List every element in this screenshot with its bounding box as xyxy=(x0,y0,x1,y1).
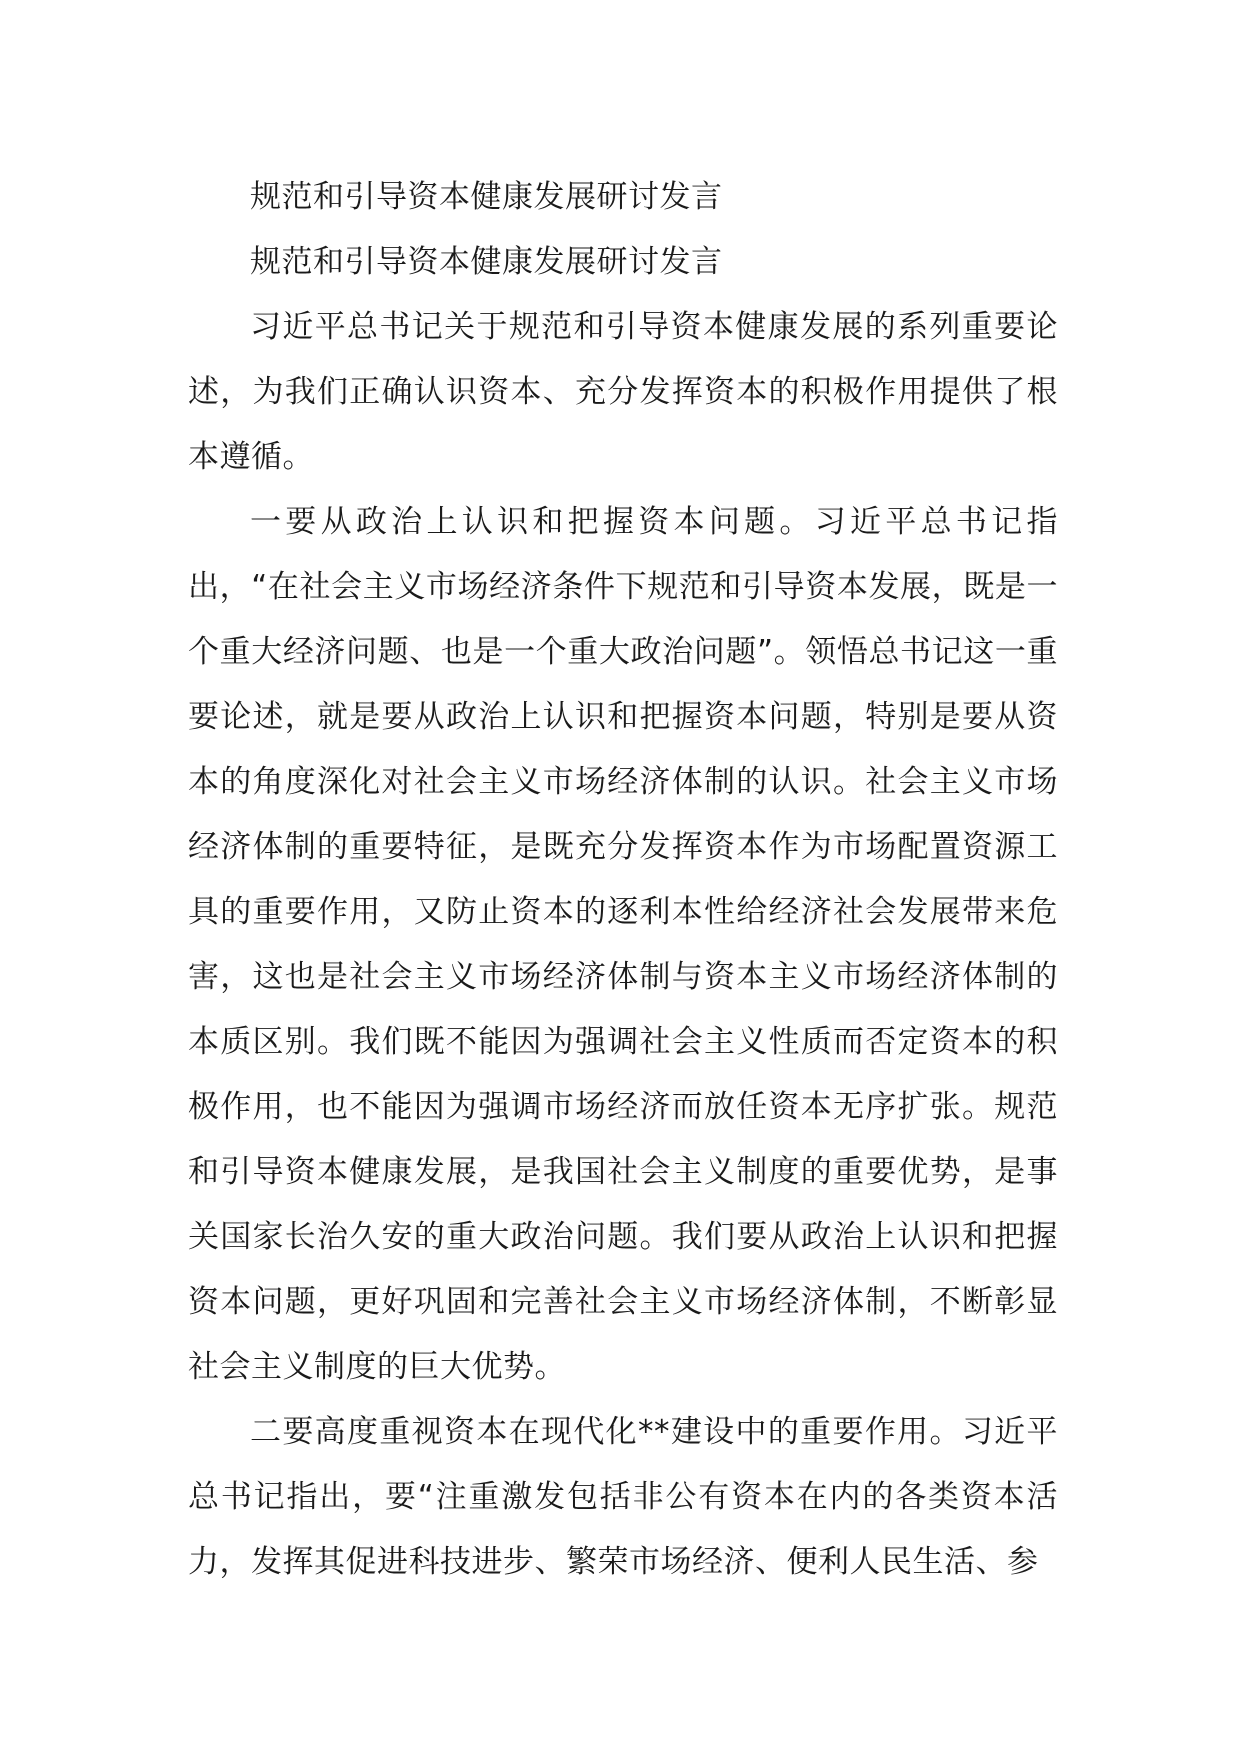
document-subtitle: 规范和引导资本健康发展研讨发言 xyxy=(250,244,723,280)
paragraph-intro: 习近平总书记关于规范和引导资本健康发展的系列重要论述，为我们正确认识资本、充分发挥资本的积极作用提供了根本遵循。 xyxy=(188,309,1058,475)
document-title: 规范和引导资本健康发展研讨发言 xyxy=(250,179,723,215)
paragraph-point-one: 一要从政治上认识和把握资本问题。习近平总书记指出，“在社会主义市场经济条件下规范和引导资本发展，既是一个重大经济问题、也是一个重大政治问题”。领悟总书记这一重要论述，就是要从政治上认识和把握资本问题，特别是要从资本的角度深化对社会主义市场经济体制的认识。社会主义市场经济体制的重要特征，是既充分发挥资本作为市场配置资源工具的重要作用，又防止资本的逐利本性给经济社会发展带来危害，这也是社会主义市场经济体制与资本主义市场经济体制的本质区别。我们既不能因为强调社会主义性质而否定资本的积极作用，也不能因为强调市场经济而放任资本无序扩张。规范和引导资本健康发展，是我国社会主义制度的重要优势，是事关国家长治久安的重大政治问题。我们要从政治上认识和把握资本问题，更好巩固和完善社会主义市场经济体制，不断彰显社会主义制度的巨大优势。 xyxy=(188,504,1058,1385)
document-body xyxy=(188,165,1058,1595)
paragraph-point-two: 二要高度重视资本在现代化**建设中的重要作用。习近平总书记指出，要“注重激发包括非公有资本在内的各类资本活力，发挥其促进科技进步、繁荣市场经济、便利人民生活、参 xyxy=(188,1414,1058,1580)
